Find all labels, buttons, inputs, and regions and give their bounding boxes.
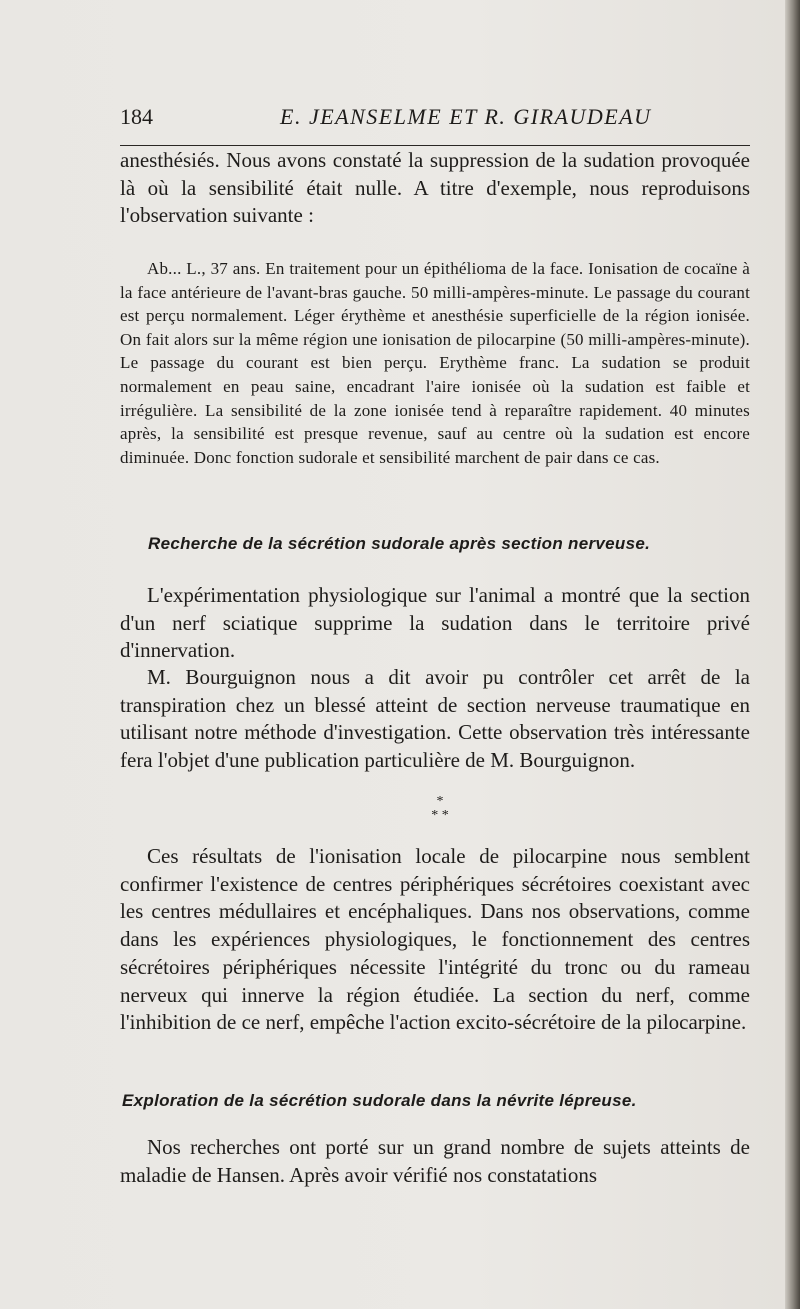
header-rule (120, 145, 750, 146)
page-number: 184 (120, 104, 153, 129)
observation-paragraph: Ab... L., 37 ans. En traitement pour un épithélioma de la face. Ionisation de cocaïne à la face antérieure de l'avant-bras gauche. 50 milli-ampères-minute. Le passage du courant est perçu normalement. Léger érythème et anesthésie superficielle de la région ionisée. On fait alors sur la même région une ionisation de pilocarpine (50 milli-ampères-minute). Le passage du courant est bien perçu. Erythème franc. La sudation se produit normalement en peau saine, encadrant l'aire ionisée où la sudation est faible et irrégulière. La sensibilité de la zone ionisée tend à reparaître rapidement. 40 minutes après, la sensibilité est presque revenue, sauf au centre où la sudation est encore diminuée. Donc fonction sudorale et sensibilité marchent de pair dans ce cas. (120, 259, 750, 467)
paragraph-experimentation: L'expérimentation physiologique sur l'animal a montré que la section d'un nerf sciatique supprime la sudation dans le territoire privé d'innervation. (120, 583, 750, 663)
paragraph-results: Ces résultats de l'ionisation locale de pilocarpine nous semblent confirmer l'existence de centres périphériques sécrétoires coexistant avec les centres médullaires et encéphaliques. Dans nos observations, comme dans les expériences physiologiques, le fonctionnement des centres sécrétoires périphériques nécessite l'intégrité du tronc ou du rameau nerveux qui innerve la région étudiée. La section du nerf, comme l'inhibition de ce nerf, empêche l'action excito-sécrétoire de la pilocarpine. (120, 844, 750, 1035)
section-separator-asterism (425, 795, 455, 823)
page-header (120, 104, 750, 132)
page-edge-shadow (785, 0, 800, 1309)
paragraph-research: Nos recherches ont porté sur un grand nombre de sujets atteints de maladie de Hansen. Après avoir vérifié nos constatations (120, 1135, 750, 1187)
asterism-top: * (436, 794, 444, 809)
section-heading-nerve-section: Recherche de la sécrétion sudorale après section nerveuse. (148, 534, 651, 553)
section-heading-leprous-neuritis: Exploration de la sécrétion sudorale dans la névrite lépreuse. (122, 1091, 637, 1110)
paragraph-intro: anesthésiés. Nous avons constaté la suppression de la sudation provoquée là où la sensibilité était nulle. A titre d'exemple, nous reproduisons l'observation suivante : (120, 148, 750, 228)
running-title: E. JEANSELME ET R. GIRAUDEAU (280, 104, 652, 129)
paragraph-bourguignon: M. Bourguignon nous a dit avoir pu contrôler cet arrêt de la transpiration chez un blessé atteint de section nerveuse traumatique en utilisant notre méthode d'investigation. Cette observation très intéressante fera l'objet d'une publication particulière de M. Bourguignon. (120, 665, 750, 773)
asterism-bottom: * * (431, 808, 449, 823)
